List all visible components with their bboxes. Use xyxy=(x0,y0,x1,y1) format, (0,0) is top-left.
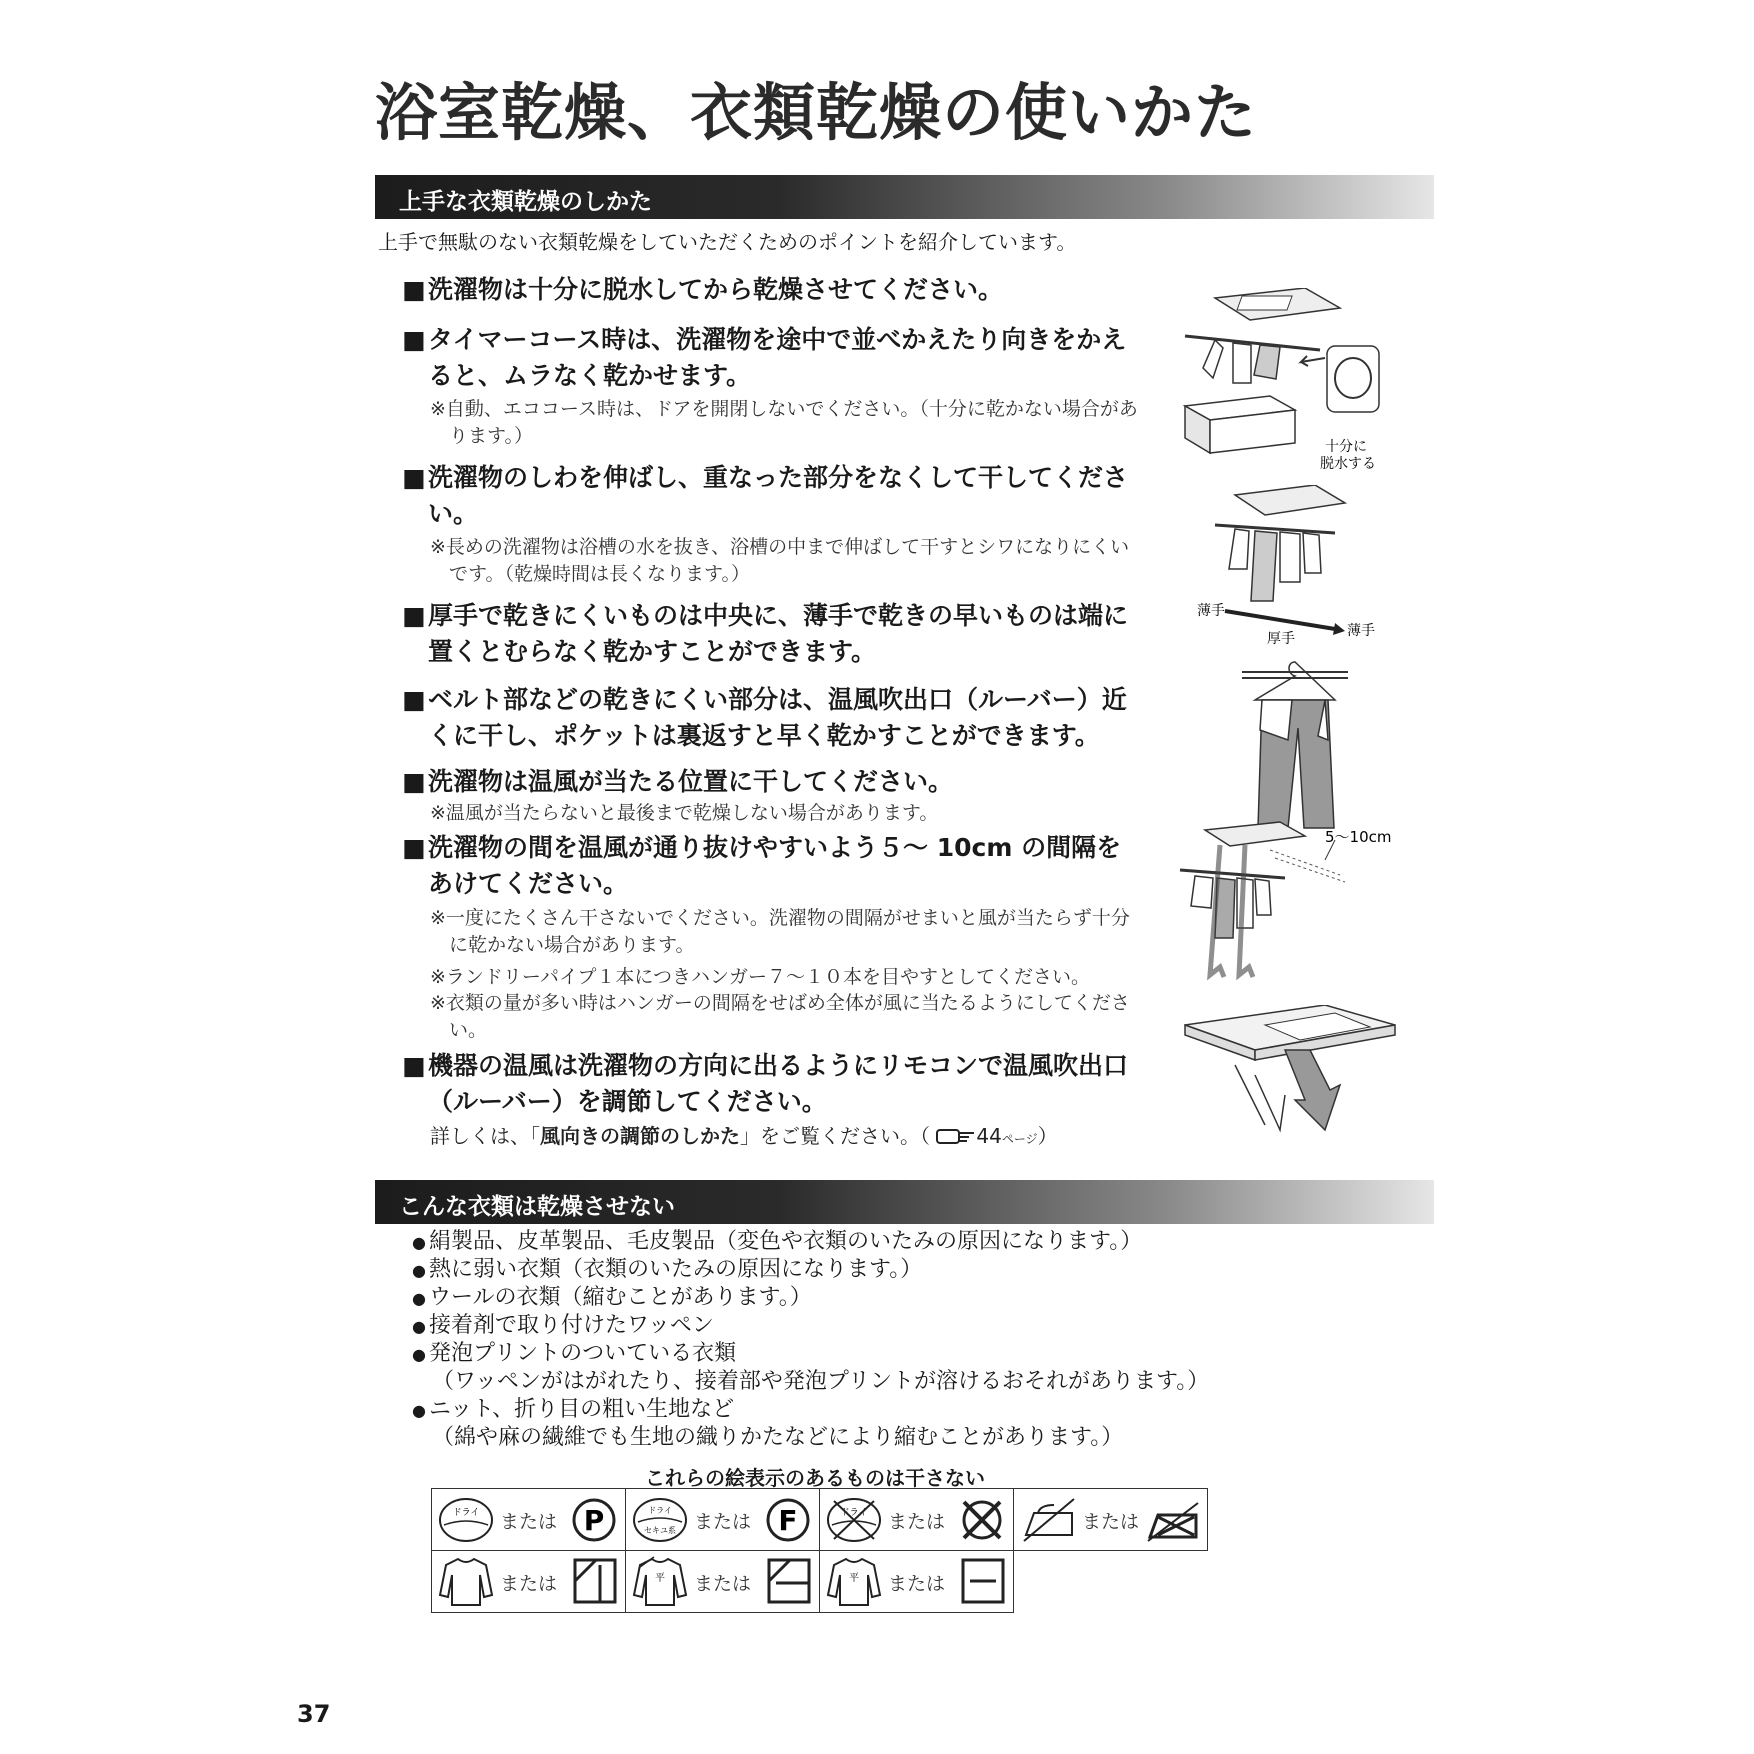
list-item xyxy=(412,1256,922,1285)
thick-thin-placement-illustration xyxy=(1195,485,1415,645)
page-number: 37 xyxy=(297,1700,331,1728)
page-title: 浴室乾燥、衣類乾燥の使いかた xyxy=(375,76,1258,149)
svg-text:ドライ: ドライ xyxy=(452,1508,480,1518)
bullet-dot-icon: ● xyxy=(412,1345,426,1364)
tip-point xyxy=(402,682,1142,754)
tip-point xyxy=(402,322,1142,394)
square-bullet-icon: ■ xyxy=(402,275,426,304)
flat-dry-square-icon xyxy=(960,1557,1006,1605)
svg-text:セキユ系: セキユ系 xyxy=(644,1526,676,1535)
flat-dry-shade-square-icon xyxy=(766,1557,812,1605)
f-circle-icon xyxy=(764,1497,812,1543)
tip-point xyxy=(402,1048,1142,1120)
symbol-cell xyxy=(820,1551,1014,1613)
square-bullet-icon: ■ xyxy=(402,601,426,630)
square-bullet-icon: ■ xyxy=(402,685,426,714)
square-bullet-icon: ■ xyxy=(402,767,426,796)
list-item xyxy=(412,1312,714,1341)
svg-text:ドライ: ドライ xyxy=(648,1506,672,1515)
reference-link[interactable]: 風向きの調節のしかた xyxy=(540,1124,740,1148)
or-label: または xyxy=(694,1511,752,1533)
svg-text:十分に: 十分に xyxy=(1325,439,1367,455)
reference-line: 詳しくは、「風向きの調節のしかた」をご覧ください。（ 44ページ） xyxy=(430,1124,1058,1148)
svg-text:ドライ: ドライ xyxy=(840,1508,868,1518)
svg-text:脱水する: 脱水する xyxy=(1320,456,1376,472)
hang-dry-shade-icon xyxy=(436,1555,496,1609)
svg-text:5～10cm: 5～10cm xyxy=(1325,828,1392,846)
bullet-dot-icon: ● xyxy=(412,1317,426,1336)
list-item xyxy=(412,1340,736,1369)
svg-text:平: 平 xyxy=(849,1573,859,1584)
tip-note: ※温風が当たらないと最後まで乾燥しない場合があります。 xyxy=(430,802,939,824)
tip-point xyxy=(402,764,1142,800)
or-label: または xyxy=(888,1573,946,1595)
list-item xyxy=(412,1284,812,1313)
symbol-cell xyxy=(432,1551,626,1613)
dry-clean-icon xyxy=(436,1495,496,1545)
flat-dry-icon xyxy=(824,1555,884,1609)
section-heading: こんな衣類は乾燥させない xyxy=(399,1194,675,1220)
square-bullet-icon: ■ xyxy=(402,1051,426,1080)
pointing-hand-icon xyxy=(936,1126,976,1146)
or-label: または xyxy=(500,1511,558,1533)
tip-text: タイマーコース時は、洗濯物を途中で並べかえたり向きをかえると、ムラなく乾かせます。 xyxy=(428,325,1127,390)
tip-note: ※衣類の量が多い時はハンガーの間隔をせばめ全体が風に当たるようにしてください。 xyxy=(430,992,1130,1041)
reference-page: 44 xyxy=(976,1124,1002,1148)
line-dry-shade-icon xyxy=(572,1557,618,1605)
tip-point xyxy=(402,598,1142,670)
list-item xyxy=(412,1396,734,1425)
square-bullet-icon: ■ xyxy=(402,833,426,862)
hanging-pants-illustration xyxy=(1240,660,1350,830)
section-header-tips xyxy=(375,175,1434,219)
svg-text:P: P xyxy=(583,1504,605,1537)
tip-point xyxy=(402,460,1142,532)
list-item-text: ウールの衣類（縮むことがあります。） xyxy=(428,1285,812,1310)
list-item-text: ニット、折り目の粗い生地など xyxy=(428,1397,735,1422)
dry-clean-petroleum-icon xyxy=(630,1495,690,1545)
bullet-dot-icon: ● xyxy=(412,1401,426,1420)
tip-note: ※長めの洗濯物は浴槽の水を抜き、浴槽の中まで伸ばして干すとシワになりにくいです。（乾燥時間は長くなります。） xyxy=(430,536,1130,585)
tip-text: 洗濯物は温風が当たる位置に干してください。 xyxy=(428,767,954,796)
tip-text: 洗濯物は十分に脱水してから乾燥させてください。 xyxy=(428,275,1004,304)
no-iron-cloth-icon xyxy=(1144,1497,1202,1543)
list-item-text: 絹製品、皮革製品、毛皮製品（変色や衣類のいたみの原因になります。） xyxy=(428,1229,1143,1254)
symbol-cell xyxy=(1014,1489,1208,1551)
tip-note: ※一度にたくさん干さないでください。洗濯物の間隔がせまいと風が当たらず十分に乾かない場合があります。 xyxy=(430,907,1130,956)
list-item-text: 熱に弱い衣類（衣類のいたみの原因になります。） xyxy=(428,1257,923,1282)
tip-note: ※自動、エココース時は、ドアを開閉しないでください。（十分に乾かない場合があります。） xyxy=(430,398,1138,447)
list-item-note: （綿や麻の繊維でも生地の織りかたなどにより縮むことがあります。） xyxy=(432,1425,1124,1450)
or-label: または xyxy=(694,1573,752,1595)
p-circle-icon xyxy=(570,1497,618,1543)
tip-text: 洗濯物の間を温風が通り抜けやすいよう５～ 10cm の間隔をあけてください。 xyxy=(428,833,1122,898)
tip-text: 機器の温風は洗濯物の方向に出るようにリモコンで温風吹出口（ルーバー）を調節してください。 xyxy=(428,1051,1129,1116)
list-item-note: （ワッペンがはがれたり、接着部や発泡プリントが溶けるおそれがあります。） xyxy=(432,1369,1210,1394)
or-label: または xyxy=(500,1573,558,1595)
tip-note: ※ランドリーパイプ１本につきハンガー７～１０本を目やすとしてください。 xyxy=(430,966,1091,988)
tip-point xyxy=(402,830,1142,902)
bullet-dot-icon: ● xyxy=(412,1233,426,1252)
svg-text:F: F xyxy=(778,1504,798,1537)
square-bullet-icon: ■ xyxy=(402,463,426,492)
square-bullet-icon: ■ xyxy=(402,325,426,354)
no-dry-clean-icon xyxy=(824,1495,884,1545)
svg-text:薄手: 薄手 xyxy=(1197,603,1225,619)
section-intro: 上手で無駄のない衣類乾燥をしていただくためのポイントを紹介しています。 xyxy=(378,230,1077,254)
hanger-spacing-illustration xyxy=(1175,820,1405,990)
tip-text: ベルト部などの乾きにくい部分は、温風吹出口（ルーバー）近くに干し、ポケットは裏返すと早く乾かすことができます。 xyxy=(428,685,1127,750)
flat-dry-shade-icon xyxy=(630,1555,690,1609)
section-header-do-not-dry xyxy=(375,1180,1434,1224)
or-label: または xyxy=(1082,1511,1140,1533)
tip-text: 厚手で乾きにくいものは中央に、薄手で乾きの早いものは端に置くとむらなく乾かすことができます。 xyxy=(428,601,1129,666)
symbol-cell xyxy=(432,1489,626,1551)
section-heading: 上手な衣類乾燥のしかた xyxy=(399,189,652,215)
symbol-cell xyxy=(820,1489,1014,1551)
louver-adjust-illustration xyxy=(1175,1005,1405,1135)
no-iron-icon xyxy=(1018,1495,1078,1545)
bullet-dot-icon: ● xyxy=(412,1261,426,1280)
or-label: または xyxy=(888,1511,946,1533)
svg-text:厚手: 厚手 xyxy=(1267,631,1295,645)
list-item-text: 発泡プリントのついている衣類 xyxy=(428,1341,737,1366)
bullet-dot-icon: ● xyxy=(412,1289,426,1308)
symbol-cell xyxy=(626,1551,820,1613)
tip-text: 洗濯物のしわを伸ばし、重なった部分をなくして干してください。 xyxy=(428,463,1129,528)
symbols-caption: これらの絵表示のあるものは干さない xyxy=(645,1466,985,1490)
list-item-text: 接着剤で取り付けたワッペン xyxy=(428,1313,714,1338)
care-symbols-table xyxy=(431,1488,1208,1613)
tip-point xyxy=(402,272,1142,308)
no-wash-icon xyxy=(958,1497,1006,1543)
symbol-cell xyxy=(626,1489,820,1551)
spin-dry-illustration xyxy=(1175,288,1405,473)
list-item xyxy=(412,1228,1142,1257)
svg-text:平: 平 xyxy=(655,1573,665,1584)
svg-text:薄手: 薄手 xyxy=(1347,623,1375,639)
